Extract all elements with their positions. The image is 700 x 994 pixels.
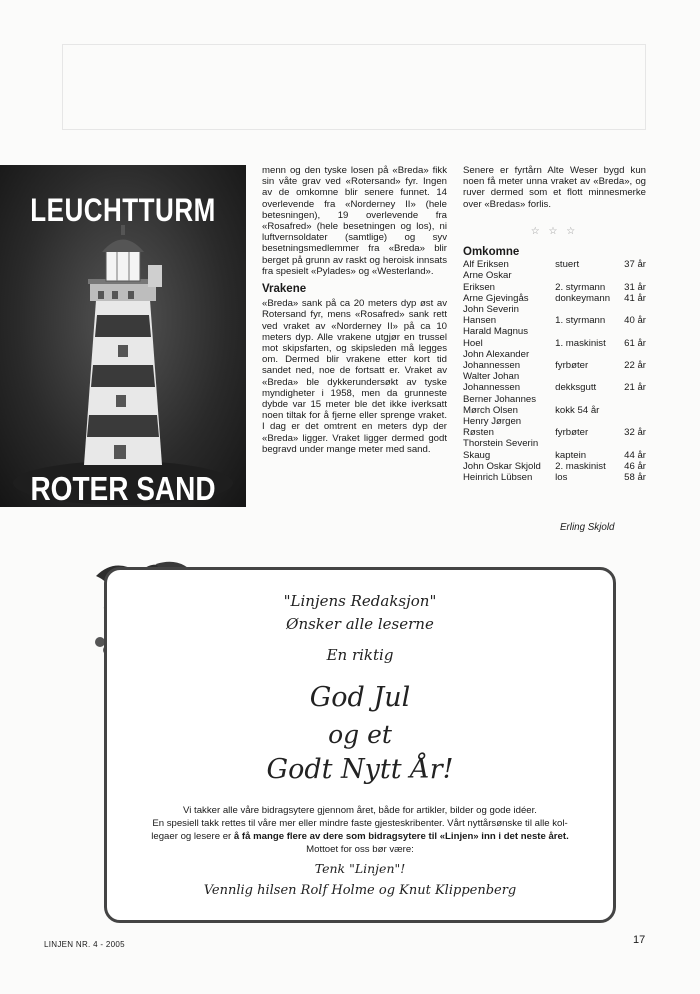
victim-row bbox=[463, 293, 646, 304]
victim-name: Harald Magnus bbox=[463, 326, 529, 338]
victim-role: kaptein bbox=[555, 449, 587, 461]
victim-row bbox=[463, 461, 646, 472]
victim-role: kokk 54 år bbox=[555, 404, 600, 416]
victim-row bbox=[463, 394, 646, 405]
victims-heading: Omkomne bbox=[463, 246, 520, 259]
victim-row bbox=[463, 450, 646, 461]
article-column-3 bbox=[463, 165, 646, 483]
victim-name: Alf Eriksen bbox=[463, 259, 509, 271]
bleed-through-ad bbox=[62, 44, 646, 130]
victim-role bbox=[555, 304, 620, 315]
victim-age: 32 år bbox=[624, 427, 646, 439]
greeting-signature: Vennlig hilsen Rolf Holme og Knut Klippenberg bbox=[203, 883, 517, 898]
victim-age bbox=[620, 438, 646, 449]
victim-row bbox=[463, 315, 646, 326]
greeting-line-6: Godt Nytt År! bbox=[266, 754, 454, 785]
victim-role bbox=[555, 326, 620, 337]
christmas-greeting-card bbox=[104, 567, 616, 923]
poster-title-top: LEUCHTTURM bbox=[30, 191, 216, 229]
victim-row bbox=[463, 416, 646, 427]
victim-role bbox=[555, 270, 620, 281]
victim-age bbox=[620, 394, 646, 405]
victim-name: Berner Johannes bbox=[463, 393, 537, 405]
victim-row bbox=[463, 338, 646, 349]
victim-row bbox=[463, 282, 646, 293]
victim-age bbox=[620, 405, 646, 416]
victim-age: 46 år bbox=[624, 460, 646, 472]
victim-role bbox=[555, 416, 620, 427]
greeting-body-3a: legaer og lesere er bbox=[151, 831, 234, 842]
victim-row bbox=[463, 427, 646, 438]
victim-age bbox=[620, 349, 646, 360]
victim-name: John Oskar Skjold bbox=[463, 460, 541, 472]
victim-row bbox=[463, 360, 646, 371]
victim-row bbox=[463, 438, 646, 449]
victim-name: Walter Johan bbox=[463, 371, 520, 383]
victim-age: 61 år bbox=[624, 337, 646, 349]
victim-age bbox=[620, 304, 646, 315]
victim-name: Hoel bbox=[463, 337, 483, 349]
victim-row bbox=[463, 472, 646, 483]
article-intro-paragraph: menn og den tyske losen på «Breda» fikk sin våte grav ved «Rotersand» fyr. Ingen av de omkomne blir senere funnet. 14 overlevende fra «Norderney II» (hele betesningen), 19 overlevende fra «Rosafred» (hele besetningen og los), ni luftvernsoldater (samtlige) og syv besetningsmedlemmer fra «Breda» blir berget på grunn av raskt og heroisk innsats fra spesielt «Pylades» og «Westerland». bbox=[262, 165, 447, 277]
victim-name: Heinrich Lübsen bbox=[463, 472, 533, 484]
greeting-line-4: God Jul bbox=[309, 682, 411, 713]
victim-row bbox=[463, 304, 646, 315]
article-column-2 bbox=[262, 165, 447, 455]
page-number: 17 bbox=[633, 934, 646, 946]
victim-age: 44 år bbox=[624, 449, 646, 461]
greeting-motto: Tenk "Linjen"! bbox=[314, 861, 406, 876]
victim-role bbox=[555, 394, 620, 405]
victim-age: 41 år bbox=[624, 292, 646, 304]
lighthouse-poster bbox=[0, 165, 246, 507]
victim-row bbox=[463, 382, 646, 393]
greeting-body-3b: å få mange flere av dere som bidragsytere til «Linjen» inn i det neste året. bbox=[233, 831, 569, 842]
victim-age: 22 år bbox=[624, 360, 646, 372]
victim-role bbox=[555, 438, 620, 449]
greeting-line-2: Ønsker alle leserne bbox=[286, 615, 434, 633]
victim-name: Arne Oskar bbox=[463, 270, 512, 282]
victim-role: los bbox=[555, 472, 568, 484]
victim-age: 40 år bbox=[624, 315, 646, 327]
greeting-line-3: En riktig bbox=[326, 646, 394, 664]
greeting-body-4: Mottoet for oss bør være: bbox=[306, 844, 414, 855]
victim-name: Hansen bbox=[463, 315, 497, 327]
victim-role: 2. maskinist bbox=[555, 460, 606, 472]
author-byline: Erling Skjold bbox=[560, 522, 615, 533]
victim-age: 58 år bbox=[624, 472, 646, 484]
victim-row bbox=[463, 349, 646, 360]
victim-name: John Alexander bbox=[463, 348, 530, 360]
greeting-line-1: "Linjens Redaksjon" bbox=[283, 592, 437, 610]
victim-name: Johannessen bbox=[463, 360, 521, 372]
victim-role bbox=[555, 349, 620, 360]
greeting-body-3 bbox=[117, 831, 603, 843]
greeting-body-2: En spesiell takk rettes til våre mer eller mindre faste gjesteskribenter. Vårt nyttårsønske til alle kol- bbox=[152, 818, 568, 829]
victim-row bbox=[463, 405, 646, 416]
victim-role: 1. maskinist bbox=[555, 337, 606, 349]
victim-name: Røsten bbox=[463, 427, 494, 439]
victim-role: stuert bbox=[555, 259, 580, 271]
victim-age bbox=[620, 371, 646, 382]
victim-age bbox=[620, 326, 646, 337]
victim-name: Mørch Olsen bbox=[463, 404, 518, 416]
article-body-paragraph: «Breda» sank på ca 20 meters dyp øst av Rotersand fyr, mens «Rosafred» sank rett ved vraket av «Norderney II» på ca 10 meters dyp. Alle vrakene utgjør en trussel mot skipsfarten, og skipsleden må legges om. Dermed blir vrakene etter kort tid sandet ned, noe de fortsatt er. Vraket av «Breda» ble dykkerundersøkt av tyske myndigheter i 1958, men da grunneste dybde var 15 meter ble det ikke iverksatt noen tiltak for å fjerne eller sprenge vraket. I dag er det omtrent en meters dyp der «Breda» ligger. Vraket ligger dermed godt begravd under mange meter med sand. bbox=[262, 298, 447, 455]
victim-role: donkeymann bbox=[555, 292, 611, 304]
issue-footer: LINJEN NR. 4 - 2005 bbox=[44, 940, 125, 949]
victim-age: 21 år bbox=[624, 382, 646, 394]
greeting-body-1: Vi takker alle våre bidragsytere gjennom året, både for artikler, bilder og gode idéer. bbox=[183, 805, 537, 816]
greeting-line-5: og et bbox=[328, 720, 392, 749]
victim-name: Eriksen bbox=[463, 281, 495, 293]
victim-age bbox=[620, 416, 646, 427]
section-heading-vrakene: Vrakene bbox=[262, 283, 307, 296]
victim-row bbox=[463, 371, 646, 382]
victim-age: 31 år bbox=[624, 281, 646, 293]
victims-table bbox=[463, 259, 646, 483]
victim-age bbox=[620, 270, 646, 281]
victim-row bbox=[463, 259, 646, 270]
victim-name: Thorstein Severin bbox=[463, 438, 539, 450]
victim-role: fyrbøter bbox=[555, 427, 589, 439]
victim-row bbox=[463, 270, 646, 281]
victim-name: Skaug bbox=[463, 449, 491, 461]
victim-age: 37 år bbox=[624, 259, 646, 271]
star-divider: ☆ ☆ ☆ bbox=[530, 225, 579, 237]
article-memorial-paragraph: Senere er fyrtårn Alte Weser bygd kun noen få meter unna vraket av «Breda», og ruver dermed som et flott minnesmerke over «Bredas» forlis. bbox=[463, 165, 646, 210]
victim-role: 1. styrmann bbox=[555, 315, 606, 327]
victim-role: 2. styrmann bbox=[555, 281, 606, 293]
victim-role bbox=[555, 371, 620, 382]
victim-row bbox=[463, 326, 646, 337]
victim-role: dekksgutt bbox=[555, 382, 597, 394]
victim-role: fyrbøter bbox=[555, 360, 589, 372]
victim-name: Henry Jørgen bbox=[463, 416, 522, 428]
victim-name: John Severin bbox=[463, 304, 519, 316]
poster-title-bottom: ROTER SAND bbox=[30, 469, 216, 507]
victim-name: Johannessen bbox=[463, 382, 521, 394]
victim-name: Arne Gjevingås bbox=[463, 292, 529, 304]
